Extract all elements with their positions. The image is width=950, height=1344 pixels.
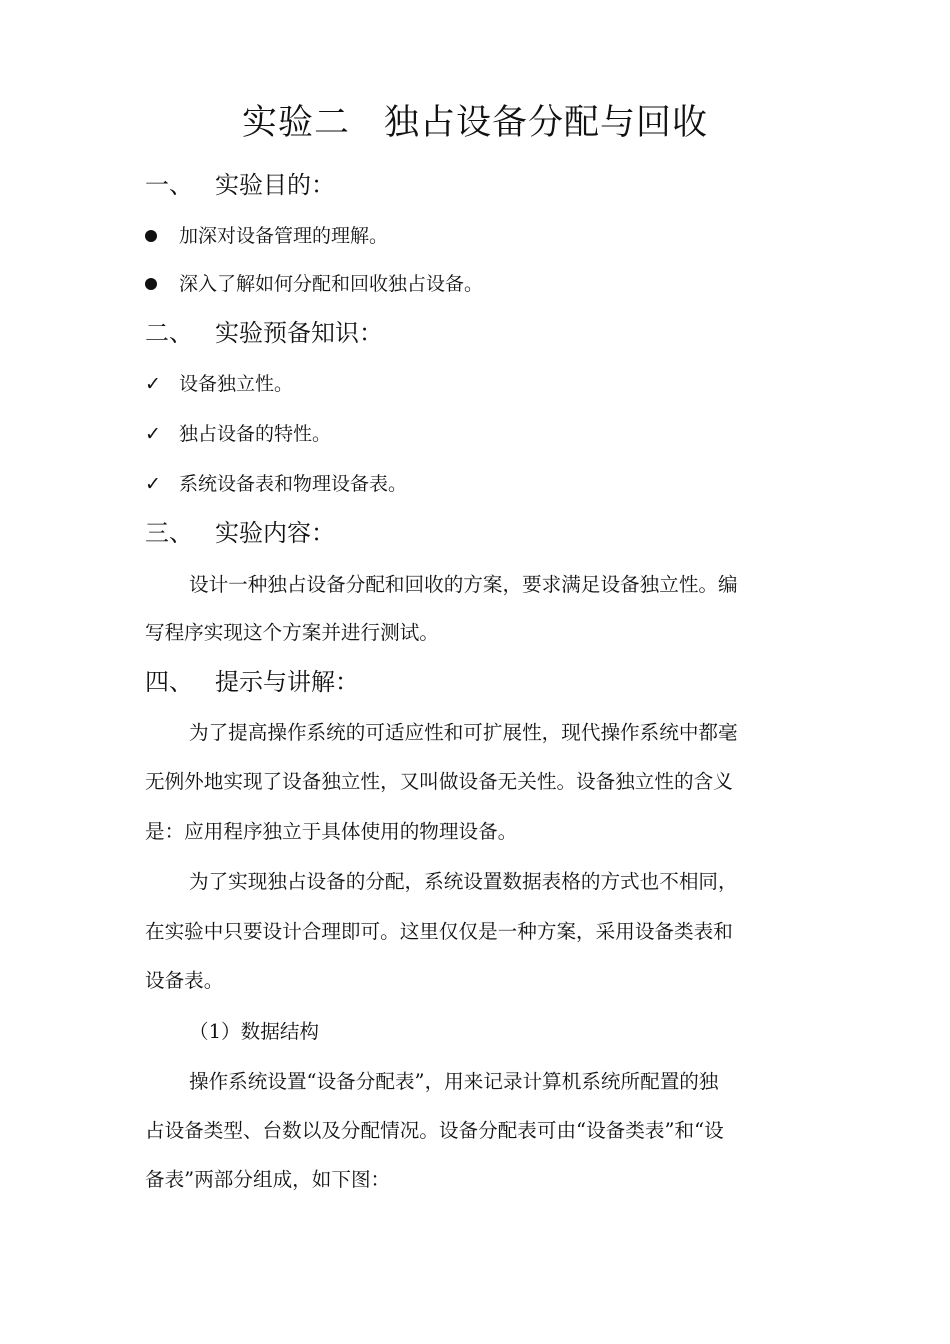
bullet-dot-icon	[145, 230, 157, 242]
checkmark-icon: ✓	[145, 473, 161, 495]
hint-paragraph-1-line-2: 无例外地实现了设备独立性，又叫做设备无关性。设备独立性的含义	[145, 770, 733, 793]
section-heading-1: 一、 实验目的：	[145, 171, 335, 199]
hint-paragraph-1-line-1: 为了提高操作系统的可适应性和可扩展性，现代操作系统中都毫	[189, 721, 738, 744]
page-title	[0, 100, 950, 146]
hint-paragraph-3-line-3: 备表”两部分组成，如下图：	[145, 1168, 391, 1191]
section-heading-4: 四、 提示与讲解：	[145, 668, 359, 696]
subheading-data-structure: （1）数据结构	[189, 1020, 320, 1043]
hint-paragraph-2-line-1: 为了实现独占设备的分配，系统设置数据表格的方式也不相同，	[189, 870, 738, 893]
title-part1: 实验二	[241, 103, 350, 143]
hint-paragraph-1-line-3: 是：应用程序独立于具体使用的物理设备。	[145, 820, 518, 843]
hint-paragraph-2-line-3: 设备表。	[145, 969, 224, 992]
hint-paragraph-3-line-2: 占设备类型、台数以及分配情况。设备分配表可由“设备类表”和“设	[145, 1119, 724, 1142]
document-page: 实验二 独占设备分配与回收 一、 实验目的： 加深对设备管理的理解。 深入了解如何分配和回收独占设备。 二、 实验预备知识： ✓ 设备独立性。 ✓ 独占设备的特性。 ✓ 系统设备表和物理设备表。 三、 实验内容： 设计一种独占设备分配和回收的方案，要求满足设备独立性。编 写程序实现这个方案并进行测试。 四、 提示与讲解： 为了提高操作系统的可适应性和可扩展性，现代操作系统中都毫 无例外地实现了设备独立性，又叫做设备无关性。设备独立性的含义 是：应用程序独立于具体使用的物理设备。 为了实现独占设备的分配，系统设置数据表格的方式也不相同， 在实验中只要设计合理即可。这里仅仅是一种方案，采用设备类表和 设备表。 （1）数据结构 操作系统设置“设备分配表”，用来记录计算机系统所配置的独 占设备类型、台数以及分配情况。设备分配表可由“设备类表”和“设 备表”两部分组成，如下图：	[0, 0, 950, 1344]
section-heading-3: 三、 实验内容：	[145, 519, 335, 547]
hint-paragraph-2-line-2: 在实验中只要设计合理即可。这里仅仅是一种方案，采用设备类表和	[145, 920, 733, 943]
checkmark-icon: ✓	[145, 423, 161, 445]
content-line-1: 设计一种独占设备分配和回收的方案，要求满足设备独立性。编	[189, 573, 738, 596]
checkmark-icon: ✓	[145, 373, 161, 395]
content-line-2: 写程序实现这个方案并进行测试。	[145, 621, 439, 644]
section-heading-2: 二、 实验预备知识：	[145, 319, 383, 347]
hint-paragraph-3-line-1: 操作系统设置“设备分配表”，用来记录计算机系统所配置的独	[189, 1070, 719, 1093]
title-part2: 独占设备分配与回收	[384, 103, 709, 143]
bullet-dot-icon	[145, 278, 157, 290]
